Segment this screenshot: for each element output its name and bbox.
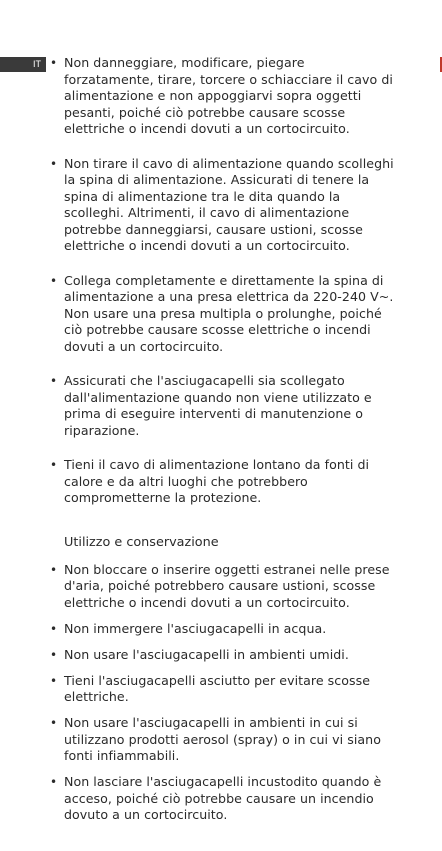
- usage-list: [46, 562, 396, 824]
- list-item: [46, 457, 396, 507]
- list-item-text: Non usare l'asciugacapelli in ambienti umidi.: [64, 646, 349, 662]
- bullet-icon: •: [50, 621, 58, 636]
- list-item-text: Collega completamente e direttamente la spina di alimentazione a una presa elettrica da 220-240 V~. Non usare una presa multipla o prolunghe, poiché ciò potrebbe causare scosse elettriche o incendi dovuti a un cortocircuito.: [64, 272, 394, 354]
- bullet-icon: •: [50, 56, 58, 70]
- list-item-text: Non danneggiare, modificare, piegare forzatamente, tirare, torcere o schiacciare il cavo di alimentazione e non appoggiarvi sopra oggetti pesanti, poiché ciò potrebbe causare scosse elettriche o incendi dovuti a un cortocircuito.: [64, 55, 393, 136]
- list-item: [46, 715, 396, 765]
- list-item: [46, 55, 396, 138]
- language-tab: IT: [0, 57, 46, 72]
- list-item-text: Non usare l'asciugacapelli in ambienti in cui si utilizzano prodotti aerosol (spray) o in cui vi siano fonti infiammabili.: [64, 715, 381, 763]
- list-item: [46, 562, 396, 612]
- bullet-icon: •: [50, 647, 58, 662]
- list-item-text: Non lasciare l'asciugacapelli incustodito quando è acceso, poiché ciò potrebbe causare un incendio dovuto a un cortocircuito.: [64, 774, 382, 822]
- list-item: [46, 373, 396, 439]
- section-title: Utilizzo e conservazione: [64, 534, 219, 550]
- list-item: [46, 774, 396, 824]
- list-item-text: Non tirare il cavo di alimentazione quando scolleghi la spina di alimentazione. Assicurati di tenere la spina di alimentazione tra le dita quando la scolleghi. Altrimenti, il cavo di alimentazione potrebbe danneggiarsi, causare ustioni, scosse elettriche o incendi dovuti a un cortocircuito.: [64, 155, 394, 253]
- list-item: [46, 647, 396, 664]
- list-item-text: Non bloccare o inserire oggetti estranei nelle prese d'aria, poiché potrebbero causare ustioni, scosse elettriche o incendi dovuti a un cortocircuito.: [64, 561, 390, 610]
- list-item: [46, 273, 396, 356]
- list-item-text: Non immergere l'asciugacapelli in acqua.: [64, 620, 327, 636]
- bullet-icon: •: [50, 458, 58, 472]
- list-item-text: Tieni l'asciugacapelli asciutto per evitare scosse elettriche.: [64, 672, 371, 704]
- list-item: [46, 673, 396, 706]
- list-item-text: Tieni il cavo di alimentazione lontano da fonti di calore e da altri luoghi che potrebbero comprometterne la protezione.: [64, 457, 370, 505]
- list-item: [46, 156, 396, 255]
- bullet-icon: •: [50, 156, 58, 171]
- bullet-icon: •: [50, 562, 58, 577]
- bullet-icon: •: [50, 775, 58, 789]
- manual-content: [46, 55, 396, 824]
- list-item: [46, 621, 396, 638]
- bullet-icon: •: [50, 673, 58, 688]
- bullet-icon: •: [50, 273, 58, 288]
- bullet-icon: •: [50, 374, 58, 388]
- list-item-text: Assicurati che l'asciugacapelli sia scollegato dall'alimentazione quando non viene utilizzato e prima di eseguire interventi di manutenzione o riparazione.: [64, 373, 372, 438]
- safety-list: [46, 55, 396, 507]
- bullet-icon: •: [50, 716, 58, 730]
